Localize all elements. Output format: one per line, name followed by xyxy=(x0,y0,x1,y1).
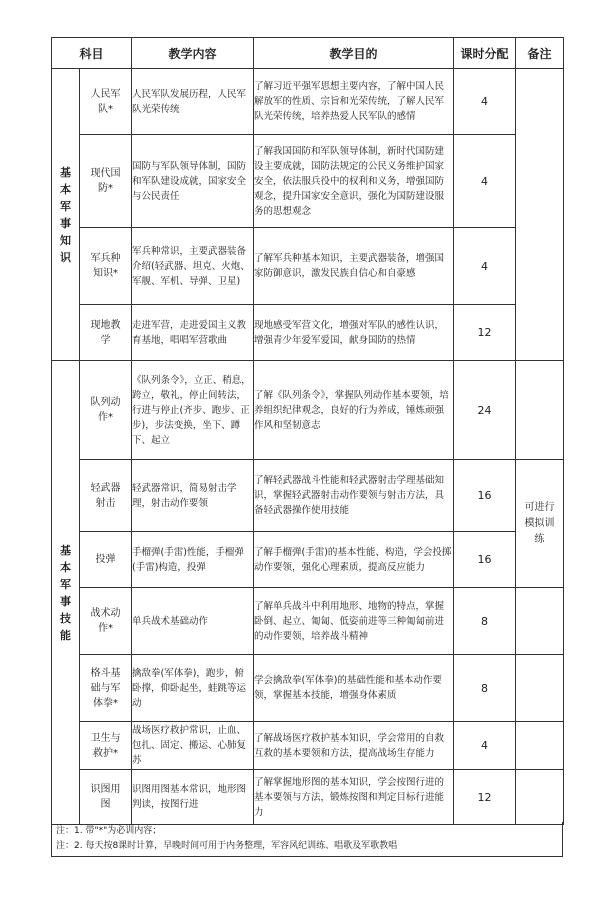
remark-cell-empty xyxy=(516,722,564,770)
hours-cell: 16 xyxy=(454,532,516,588)
category-label: 基本军事技能 xyxy=(60,543,71,642)
table-row xyxy=(52,532,564,588)
table-row xyxy=(52,305,564,361)
content-cell: 轻武器常识，简易射击学理，射击动作要领 xyxy=(132,460,254,532)
header-remark: 备注 xyxy=(516,38,564,69)
subject-cell: 军兵种知识* xyxy=(80,228,132,305)
goal-cell: 了解手榴弹(手雷)的基本性能、构造，学会投掷动作要领，强化心理素质，提高反应能力 xyxy=(254,532,454,588)
category-cell xyxy=(52,69,80,361)
goal-cell: 了解单兵战斗中利用地形、地物的特点，掌握卧倒、起立、匍匐、低姿前进等三种匍匐前进的动作要领，培养战斗精神 xyxy=(254,588,454,655)
goal-cell: 了解轻武器战斗性能和轻武器射击学理基础知识，掌握轻武器射击动作要领与射击方法，具备轻武器操作使用技能 xyxy=(254,460,454,532)
category-cell xyxy=(52,361,80,825)
hours-cell: 4 xyxy=(454,722,516,770)
content-cell: 单兵战术基础动作 xyxy=(132,588,254,655)
header-content: 教学内容 xyxy=(132,38,254,69)
content-cell: 人民军队发展历程，人民军队光荣传统 xyxy=(132,69,254,135)
goal-cell: 了解我国国防和军队领导体制，新时代国防建设主要成就，国防法规定的公民义务维护国家安全，依法服兵役中的权利和义务，增强国防观念，提升国家安全意识，强化为国防建设服务的思想观念 xyxy=(254,135,454,228)
header-goal: 教学目的 xyxy=(254,38,454,69)
remark-cell: 可进行模拟训练 xyxy=(516,460,564,588)
hours-cell: 12 xyxy=(454,305,516,361)
subject-cell: 现代国防* xyxy=(80,135,132,228)
hours-cell: 4 xyxy=(454,69,516,135)
content-cell: 国防与军队领导体制，国防和军队建设成就，国家安全与公民责任 xyxy=(132,135,254,228)
content-cell: 《队列条令》，立正、稍息，跨立，敬礼，停止间转法，行进与停止(齐步、跑步、正步)，步法变换，坐下、蹲下、起立 xyxy=(132,361,254,460)
table-row xyxy=(52,770,564,825)
header-hours: 课时分配 xyxy=(454,38,516,69)
goal-cell: 了解掌握地形图的基本知识，学会按图行进的基本要领与方法，锻炼按图和判定目标行进能力 xyxy=(254,770,454,825)
footnotes xyxy=(51,822,563,857)
table-row xyxy=(52,135,564,228)
content-cell: 战场医疗救护常识，止血、包扎、固定、搬运、心肺复苏 xyxy=(132,722,254,770)
header-subject: 科目 xyxy=(52,38,132,69)
goal-cell: 了解战场医疗救护基本知识，学会常用的自救互救的基本要领和方法，提高战场生存能力 xyxy=(254,722,454,770)
remark-cell-empty xyxy=(516,588,564,655)
subject-cell: 人民军队* xyxy=(80,69,132,135)
table-row xyxy=(52,228,564,305)
content-cell: 手榴弹(手雷)性能，手榴弹(手雷)构造，投弹 xyxy=(132,532,254,588)
subject-cell: 识图用图 xyxy=(80,770,132,825)
content-cell: 擒敌拳(军体拳)，跑步，俯卧撑，仰卧起坐，蛙跳等运动 xyxy=(132,655,254,722)
content-cell: 走进军营，走进爱国主义教育基地，唱唱军营歌曲 xyxy=(132,305,254,361)
goal-cell: 了解军兵种基本知识，主要武器装备，增强国家防御意识，激发民族自信心和自豪感 xyxy=(254,228,454,305)
category-label: 基本军事知识 xyxy=(60,165,71,264)
subject-cell: 战术动作* xyxy=(80,588,132,655)
hours-cell: 4 xyxy=(454,135,516,228)
subject-cell: 队列动作* xyxy=(80,361,132,460)
content-cell: 军兵种常识，主要武器装备介绍(轻武器、坦克、火炮、军舰、军机、导弹、卫星) xyxy=(132,228,254,305)
hours-cell: 24 xyxy=(454,361,516,460)
content-cell: 识图用图基本常识，地形图判读，按图行进 xyxy=(132,770,254,825)
remark-cell-empty xyxy=(516,69,564,361)
remark-cell-empty xyxy=(516,655,564,722)
subject-cell: 轻武器射击 xyxy=(80,460,132,532)
table-row xyxy=(52,69,564,135)
footnote-1: 注：1. 带"*"为必训内容； xyxy=(56,826,162,836)
goal-cell: 现地感受军营文化，增强对军队的感性认识，增强青少年爱军爱国，献身国防的热情 xyxy=(254,305,454,361)
table-row xyxy=(52,588,564,655)
table-header-row xyxy=(52,38,564,69)
hours-cell: 8 xyxy=(454,655,516,722)
remark-cell-empty xyxy=(516,770,564,825)
hours-cell: 12 xyxy=(454,770,516,825)
hours-cell: 4 xyxy=(454,228,516,305)
table-row xyxy=(52,655,564,722)
remark-cell-empty xyxy=(516,361,564,460)
goal-cell: 了解习近平强军思想主要内容，了解中国人民解放军的性质、宗旨和光荣传统，了解人民军队光荣传统，培养热爱人民军队的感情 xyxy=(254,69,454,135)
curriculum-table xyxy=(51,37,564,825)
footnote-2: 注：2. 每天按8课时计算，早晚时间可用于内务整理，军容风纪训练、唱歌及军歌教唱 xyxy=(56,841,398,851)
table-row xyxy=(52,361,564,460)
table-row xyxy=(52,722,564,770)
subject-cell: 格斗基础与军体拳* xyxy=(80,655,132,722)
subject-cell: 现地教学 xyxy=(80,305,132,361)
subject-cell: 投弹 xyxy=(80,532,132,588)
goal-cell: 了解《队列条令》，掌握队列动作基本要领，培养组织纪律观念，良好的行为养成，锤炼顽强作风和坚韧意志 xyxy=(254,361,454,460)
goal-cell: 学会擒敌拳(军体拳)的基础性能和基本动作要领，掌握基本技能，增强身体素质 xyxy=(254,655,454,722)
table-row xyxy=(52,460,564,532)
subject-cell: 卫生与救护* xyxy=(80,722,132,770)
hours-cell: 8 xyxy=(454,588,516,655)
hours-cell: 16 xyxy=(454,460,516,532)
